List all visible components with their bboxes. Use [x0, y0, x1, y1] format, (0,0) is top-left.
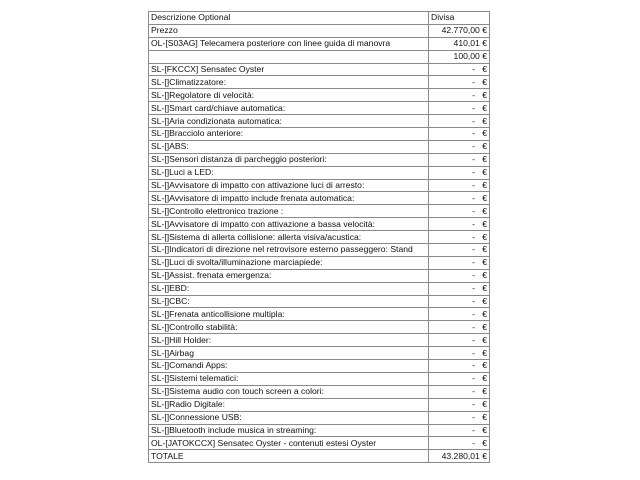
- row-label: SL-[]Smart card/chiave automatica:: [149, 102, 429, 115]
- row-value-empty: [429, 153, 490, 166]
- dash-value: -: [472, 437, 475, 448]
- table-row: [149, 128, 490, 141]
- row-value-empty: [429, 179, 490, 192]
- dash-value: -: [472, 180, 475, 191]
- row-label: SL-[]Bluetooth include musica in streaming:: [149, 424, 429, 437]
- row-value-empty: [429, 398, 490, 411]
- row-label: SL-[]Airbag: [149, 347, 429, 360]
- row-label: SL-[]Indicatori di direzione nel retrovisore esterno passeggero: Stand: [149, 244, 429, 257]
- dash-value: -: [472, 334, 475, 345]
- row-label: SL-[]Avvisatore di impatto con attivazione a bassa velocità:: [149, 218, 429, 231]
- euro-symbol: €: [482, 102, 487, 113]
- dash-value: -: [472, 205, 475, 216]
- dash-value: -: [472, 128, 475, 139]
- table-row: [149, 372, 490, 385]
- optional-table: [148, 11, 490, 463]
- table-row: [149, 256, 490, 269]
- dash-value: -: [472, 347, 475, 358]
- table-row: [149, 24, 490, 37]
- row-label: SL-[FKCCX] Sensatec Oyster: [149, 63, 429, 76]
- dash-value: -: [472, 412, 475, 423]
- row-value-empty: [429, 295, 490, 308]
- row-value: 410,01 €: [429, 37, 490, 50]
- row-value-empty: [429, 321, 490, 334]
- euro-symbol: €: [482, 64, 487, 74]
- row-value-empty: [429, 424, 490, 437]
- euro-symbol: €: [482, 399, 487, 410]
- table-row: [149, 321, 490, 334]
- row-label: SL-[]Luci a LED:: [149, 166, 429, 179]
- row-label: SL-[]Connessione USB:: [149, 411, 429, 424]
- dash-value: -: [472, 270, 475, 281]
- table-row: [149, 50, 490, 63]
- euro-symbol: €: [482, 192, 487, 203]
- table-row: [149, 411, 490, 424]
- row-value-empty: [429, 63, 490, 76]
- euro-symbol: €: [482, 347, 487, 358]
- row-label: SL-[]Aria condizionata automatica:: [149, 115, 429, 128]
- row-label: SL-[]CBC:: [149, 295, 429, 308]
- table-row: [149, 424, 490, 437]
- table-row: [149, 360, 490, 373]
- dash-value: -: [472, 283, 475, 294]
- row-value-empty: [429, 269, 490, 282]
- table-row: [149, 37, 490, 50]
- euro-symbol: €: [482, 167, 487, 178]
- row-label: SL-[]EBD:: [149, 282, 429, 295]
- dash-value: -: [472, 102, 475, 113]
- row-value-empty: [429, 76, 490, 89]
- euro-symbol: €: [482, 231, 487, 242]
- row-value: 100,00 €: [429, 50, 490, 63]
- euro-symbol: €: [482, 296, 487, 307]
- row-label: SL-[]Sistemi telematici:: [149, 372, 429, 385]
- row-value-empty: [429, 89, 490, 102]
- dash-value: -: [472, 373, 475, 384]
- table-row: [149, 308, 490, 321]
- euro-symbol: €: [482, 115, 487, 126]
- dash-value: -: [472, 399, 475, 410]
- euro-symbol: €: [482, 321, 487, 332]
- row-value: 43.280,01 €: [429, 450, 490, 463]
- euro-symbol: €: [482, 412, 487, 423]
- row-label: TOTALE: [149, 450, 429, 463]
- row-value-empty: [429, 140, 490, 153]
- dash-value: -: [472, 167, 475, 178]
- dash-value: -: [472, 308, 475, 319]
- table-row: [149, 218, 490, 231]
- row-value-empty: [429, 205, 490, 218]
- table-row: [149, 140, 490, 153]
- row-value-empty: [429, 360, 490, 373]
- euro-symbol: €: [482, 334, 487, 345]
- row-label: SL-[]Controllo elettronico trazione :: [149, 205, 429, 218]
- table-row: [149, 295, 490, 308]
- table-row: [149, 385, 490, 398]
- row-value-empty: [429, 218, 490, 231]
- row-label: OL-[JATOKCCX] Sensatec Oyster - contenuti estesi Oyster: [149, 437, 429, 450]
- euro-symbol: €: [482, 283, 487, 294]
- row-label: SL-[]Frenata anticollisione multipla:: [149, 308, 429, 321]
- euro-symbol: €: [482, 257, 487, 268]
- row-label: SL-[]Hill Holder:: [149, 334, 429, 347]
- dash-value: -: [472, 76, 475, 87]
- euro-symbol: €: [482, 270, 487, 281]
- dash-value: -: [472, 89, 475, 100]
- table-row: [149, 89, 490, 102]
- table-row: [149, 63, 490, 76]
- row-label: SL-[]Regolatore di velocità:: [149, 89, 429, 102]
- row-value-empty: [429, 385, 490, 398]
- row-value-empty: [429, 282, 490, 295]
- header-description: Descrizione Optional: [149, 12, 429, 25]
- dash-value: -: [472, 424, 475, 435]
- row-label: SL-[]Radio Digitale:: [149, 398, 429, 411]
- euro-symbol: €: [482, 386, 487, 397]
- row-value-empty: [429, 308, 490, 321]
- row-value: 42.770,00 €: [429, 24, 490, 37]
- row-label: SL-[]Bracciolo anteriore:: [149, 128, 429, 141]
- row-label: OL-[S03AG] Telecamera posteriore con linee guida di manovra: [149, 37, 429, 50]
- dash-value: -: [472, 360, 475, 371]
- row-label: SL-[]Assist. frenata emergenza:: [149, 269, 429, 282]
- euro-symbol: €: [482, 154, 487, 165]
- row-label: SL-[]Sistema audio con touch screen a colori:: [149, 385, 429, 398]
- euro-symbol: €: [482, 128, 487, 139]
- euro-symbol: €: [482, 424, 487, 435]
- dash-value: -: [472, 64, 475, 74]
- table-row: [149, 450, 490, 463]
- row-value-empty: [429, 102, 490, 115]
- dash-value: -: [472, 154, 475, 165]
- table-row: [149, 166, 490, 179]
- dash-value: -: [472, 115, 475, 126]
- euro-symbol: €: [482, 141, 487, 152]
- row-label: SL-[]Sistema di allerta collisione: allerta visiva/acustica:: [149, 231, 429, 244]
- euro-symbol: €: [482, 373, 487, 384]
- row-label: SL-[]Luci di svolta/illuminazione marciapiede:: [149, 256, 429, 269]
- table-row: [149, 269, 490, 282]
- euro-symbol: €: [482, 437, 487, 448]
- dash-value: -: [472, 192, 475, 203]
- dash-value: -: [472, 231, 475, 242]
- dash-value: -: [472, 296, 475, 307]
- row-value-empty: [429, 411, 490, 424]
- dash-value: -: [472, 257, 475, 268]
- table-row: [149, 244, 490, 257]
- table-row: [149, 205, 490, 218]
- euro-symbol: €: [482, 89, 487, 100]
- row-label: SL-[]Climatizzatore:: [149, 76, 429, 89]
- row-value-empty: [429, 192, 490, 205]
- row-value-empty: [429, 166, 490, 179]
- table-row: [149, 153, 490, 166]
- table-row: [149, 282, 490, 295]
- row-value-empty: [429, 437, 490, 450]
- euro-symbol: €: [482, 308, 487, 319]
- table-row: [149, 76, 490, 89]
- row-value-empty: [429, 256, 490, 269]
- dash-value: -: [472, 218, 475, 229]
- euro-symbol: €: [482, 244, 487, 255]
- table-row: [149, 231, 490, 244]
- dash-value: -: [472, 244, 475, 255]
- euro-symbol: €: [482, 180, 487, 191]
- euro-symbol: €: [482, 360, 487, 371]
- table-row: [149, 192, 490, 205]
- row-label: SL-[]ABS:: [149, 140, 429, 153]
- row-value-empty: [429, 334, 490, 347]
- row-value-empty: [429, 128, 490, 141]
- row-value-empty: [429, 244, 490, 257]
- row-label: SL-[]Comandi Apps:: [149, 360, 429, 373]
- table-row: [149, 347, 490, 360]
- row-label: SL-[]Sensori distanza di parcheggio posteriori:: [149, 153, 429, 166]
- euro-symbol: €: [482, 218, 487, 229]
- row-label: SL-[]Avvisatore di impatto include frenata automatica:: [149, 192, 429, 205]
- table-row: [149, 334, 490, 347]
- dash-value: -: [472, 321, 475, 332]
- row-label: [149, 50, 429, 63]
- header-currency: Divisa: [429, 12, 490, 25]
- table-row: [149, 115, 490, 128]
- euro-symbol: €: [482, 76, 487, 87]
- table-row: [149, 102, 490, 115]
- row-value-empty: [429, 231, 490, 244]
- table-row: [149, 179, 490, 192]
- row-value-empty: [429, 115, 490, 128]
- table-row: [149, 398, 490, 411]
- table-row: [149, 437, 490, 450]
- row-label: SL-[]Avvisatore di impatto con attivazione luci di arresto:: [149, 179, 429, 192]
- row-value-empty: [429, 372, 490, 385]
- table-header-row: [149, 12, 490, 25]
- row-label: SL-[]Controllo stabilità:: [149, 321, 429, 334]
- dash-value: -: [472, 141, 475, 152]
- row-label: Prezzo: [149, 24, 429, 37]
- dash-value: -: [472, 386, 475, 397]
- euro-symbol: €: [482, 205, 487, 216]
- row-value-empty: [429, 347, 490, 360]
